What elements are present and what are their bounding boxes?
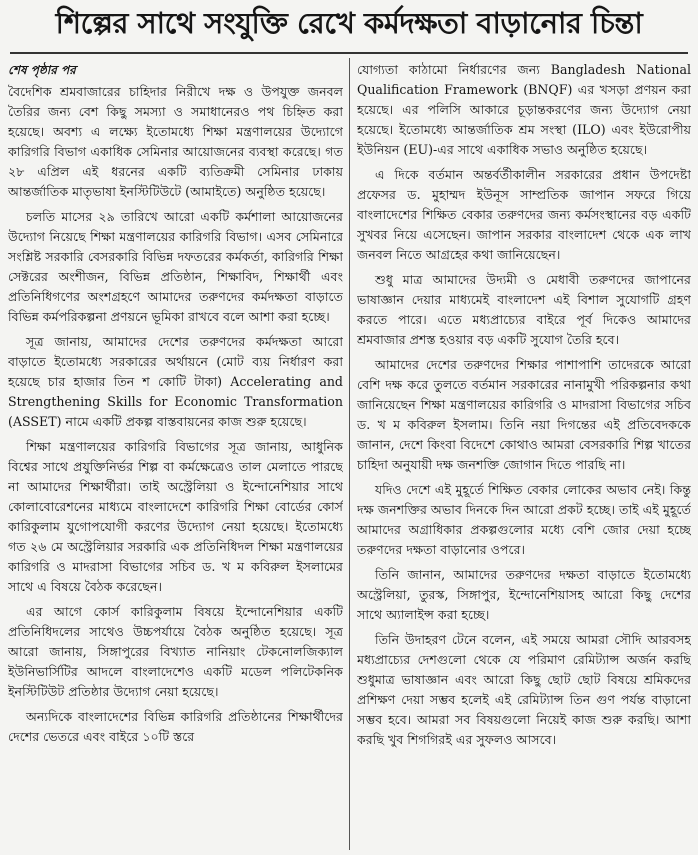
- paragraph: শুধু মাত্র আমাদের উদ্যমী ও মেধাবী তরুণদের জাপানের ভাষাজ্ঞান দেয়ার মাধ্যমেই বাংলাদেশ এই বিশাল সুযোগটি গ্রহণ করতে পারে। এতে মধ্যপ্রাচ্যের বাইরে পূর্ব দিকেও আমাদের শ্রমবাজার প্রশস্ত হওয়ার বড় একটি সুযোগ তৈরি হবে।: [357, 272, 691, 347]
- paragraph: এর আগে কোর্স কারিকুলাম বিষয়ে ইন্দোনেশিয়ার একটি প্রতিনিধিদলের সাথেও উচ্চপর্যায়ে বৈঠক অনুষ্ঠিত হয়েছে। সূত্র আরো জানায়, সিঙ্গাপুরের বিখ্যাত নানিয়াং টেকনোলজিক্যাল ইউনিভার্সিটির আদলে বাংলাদেশেও একটি মডেল পলিটেকনিক ইনস্টিটিউট প্রতিষ্ঠার উদ্যোগ নেয়া হয়েছে।: [8, 604, 343, 699]
- headline-rule: [10, 52, 688, 54]
- paragraph: অন্যদিকে বাংলাদেশের বিভিন্ন কারিগরি প্রতিষ্ঠানের শিক্ষার্থীদের দেশের ভেতরে এবং বাইরে ১০টি স্তরে: [8, 709, 343, 744]
- paragraph: যোগ্যতা কাঠামো নির্ধারণের জন্য Bangladesh National Qualification Framework (BNQF) এর খসড়া প্রণয়ন করা হয়েছে। এর পলিসি আকারে চূড়ান্তকরণের জন্য উদ্যোগ নেয়া হয়েছে। ইতোমধ্যে আন্তর্জাতিক শ্রম সংস্থা (ILO) এবং ইউরোপীয় ইউনিয়ন (EU)-এর সাথে একাধিক সভাও অনুষ্ঠিত হয়েছে।: [357, 62, 691, 157]
- paragraph: বৈদেশিক শ্রমবাজারের চাহিদার নিরীখে দক্ষ ও উপযুক্ত জনবল তৈরির জন্য বেশ কিছু সমস্যা ও সমাধানেরও পথ চিহ্নিত করা হয়েছে। অবশ্য এ লক্ষ্যে ইতোমধ্যে শিক্ষা মন্ত্রণালয়ের উদ্যোগে কারিগরি বিভাগ একাধিক সেমিনার আয়োজনের ব্যবস্থা করেছে। গত ২৮ এপ্রিল এই ধরনের একটি ব্যতিক্রমী সেমিনার ঢাকায় আন্তর্জাতিক মাতৃভাষা ইনস্টিটিউটে (আমাইতে) অনুষ্ঠিত হয়েছে।: [8, 84, 343, 199]
- paragraph: চলতি মাসের ২৯ তারিখে আরো একটি কর্মশালা আয়োজনের উদ্যোগ নিয়েছে শিক্ষা মন্ত্রণালয়ের কারিগরি বিভাগ। এসব সেমিনারে সংশ্লিষ্ট সরকারি বেসরকারি বিভিন্ন দফতরের কর্মকর্তা, কারিগরি শিক্ষা সেক্টরের অংশীজন, বিভিন্ন প্রতিষ্ঠান, শিক্ষাবিদ, শিক্ষার্থী এবং প্রতিনিধিগণের অংশগ্রহণে আমাদের তরুণদের কর্মদক্ষতা বাড়াতে বিভিন্ন কর্মপরিকল্পনা প্রণয়নে ভূমিকা রাখবে বলে আশা করা হচ্ছে।: [8, 209, 343, 324]
- paragraph: সূত্র জানায়, আমাদের দেশের তরুণদের কর্মদক্ষতা আরো বাড়াতে ইতোমধ্যে সরকারের অর্থায়নে (মোট ব্যয় নির্ধারণ করা হয়েছে চার হাজার তিন শ কোটি টাকা) Accelerating and Strengthening Skills for Economic Transformation (ASSET) নামে একটি প্রকল্প বাস্তবায়নের কাজ শুরু হয়েছে।: [8, 334, 343, 429]
- paragraph: যদিও দেশে এই মুহূর্তে শিক্ষিত বেকার লোকের অভাব নেই। কিন্তু দক্ষ জনশক্তির অভাব দিনকে দিন আরো প্রকট হচ্ছে। তাই এই মুহূর্তে আমাদের অগ্রাধিকার প্রকল্পগুলোর মধ্যে বেশি জোর দেয়া হচ্ছে তরুণদের দক্ষতা বাড়ানোর ওপরে।: [357, 482, 691, 557]
- right-column: [357, 60, 691, 850]
- left-column: [8, 60, 343, 850]
- paragraph: আমাদের দেশের তরুণদের শিক্ষার পাশাপাশি তাদেরকে আরো বেশি দক্ষ করে তুলতে বর্তমান সরকারের নানামুখী পরিকল্পনার কথা জানিয়েছেন শিক্ষা মন্ত্রণালয়ের কারিগরি ও মাদরাসা বিভাগের সচিব ড. খ ম কবিরুল ইসলাম। তিনি নয়া দিগন্তের এই প্রতিবেদককে জানান, দেশে কিংবা বিদেশে কোথাও আমরা বেসরকারি শিল্প খাতের চাহিদা অনুযায়ী দক্ষ জনশক্তি জোগান দিতে পারছি না।: [357, 357, 691, 472]
- paragraph: তিনি উদাহরণ টেনে বলেন, এই সময়ে আমরা সৌদি আরবসহ মধ্যপ্রাচ্যের দেশগুলো থেকে যে পরিমাণ রেমিট্যান্স অর্জন করছি শুধুমাত্র ভাষাজ্ঞান এবং আরো কিছু ছোট ছোট বিষয়ে শ্রমিকদের প্রশিক্ষণ দেয়া সম্ভব হলেই এই রেমিট্যান্স তিন গুণ পর্যন্ত বাড়ানো সম্ভব হবে। আমরা সব বিষয়গুলো নিয়েই কাজ শুরু করছি। আশা করছি খুব শিগগিরই এর সুফলও আসবে।: [357, 632, 691, 747]
- headline: শিল্পের সাথে সংযুক্তি রেখে কর্মদক্ষতা বাড়ানোর চিন্তা: [55, 5, 643, 40]
- column-divider: [349, 58, 350, 850]
- kicker: শেষ পৃষ্ঠার পর: [8, 63, 76, 77]
- paragraph: তিনি জানান, আমাদের তরুণদের দক্ষতা বাড়াতে ইতোমধ্যে অস্ট্রেলিয়া, তুরস্ক, সিঙ্গাপুর, ইন্দোনেশিয়াসহ আরো কিছু দেশের সাথে অ্যালাইন্স করা হচ্ছে।: [357, 567, 691, 622]
- paragraph: শিক্ষা মন্ত্রণালয়ের কারিগরি বিভাগের সূত্র জানায়, আধুনিক বিশ্বের সাথে প্রযুক্তিনির্ভর শিল্প বা কর্মক্ষেত্রেও তাল মেলাতে পারছে না আমাদের শিক্ষার্থীরা। তাই অস্ট্রেলিয়া ও ইন্দোনেশিয়ার সাথে কোলাবোরেশনের মাধ্যমে বাংলাদেশে কারিগরি শিক্ষা বোর্ডের কোর্স কারিকুলাম যুগোপযোগী করণের উদ্যোগ নেয়া হয়েছে। ইতোমধ্যে গত ২৬ মে অস্ট্রেলিয়ার সরকারি এক প্রতিনিধিদল শিক্ষা মন্ত্রণালয়ের কারিগরি ও মাদরাসা বিভাগের সচিব ড. খ ম কবিরুল ইসলামের সাথে এ বিষয়ে বৈঠক করেছেন।: [8, 439, 343, 594]
- paragraph: এ দিকে বর্তমান অন্তর্বর্তীকালীন সরকারের প্রধান উপদেষ্টা প্রফেসর ড. মুহাম্মদ ইউনূস সাম্প্রতিক জাপান সফরে গিয়ে বাংলাদেশের শিক্ষিত বেকার তরুণদের জন্য কর্মসংস্থানের বড় একটি সুখবর নিয়ে এসেছেন। জাপান সরকার বাংলাদেশ থেকে এক লাখ জনবল নিতে আগ্রহের কথা জানিয়েছেন।: [357, 167, 691, 262]
